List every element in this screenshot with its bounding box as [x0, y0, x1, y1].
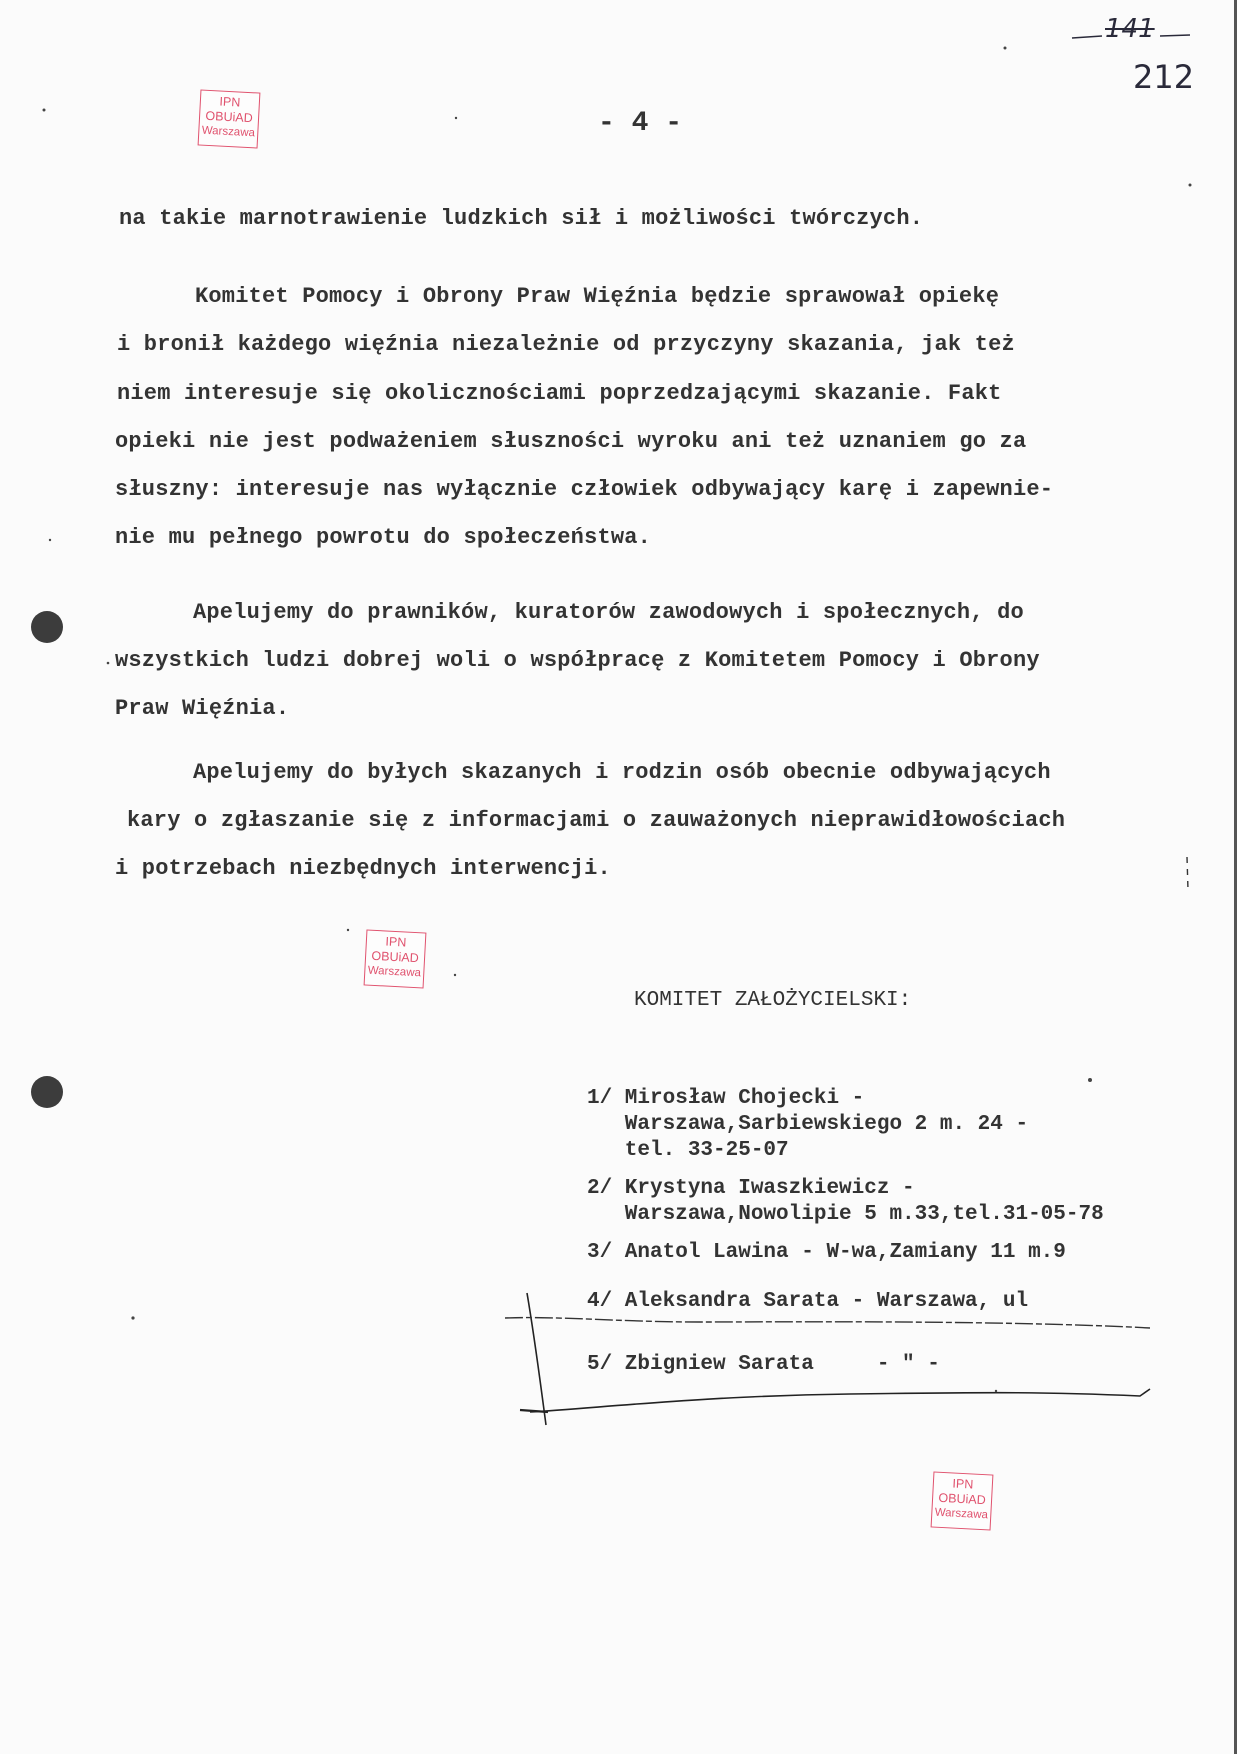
body-line: opieki nie jest podważeniem słuszności wyroku ani też uznaniem go za	[115, 429, 1027, 454]
body-line: i bronił każdego więźnia niezależnie od przyczyny skazania, jak też	[117, 332, 1015, 357]
body-line: słuszny: interesuje nas wyłącznie człowiek odbywający karę i zapewnie-	[115, 477, 1054, 502]
stamp-line: Warszawa	[367, 964, 422, 980]
member-2-line: Warszawa,Nowolipie 5 m.33,tel.31-05-78	[587, 1203, 1104, 1226]
stamp-line: IPN	[219, 94, 241, 110]
stamp-line: Warszawa	[201, 124, 256, 140]
stamp-line: OBUiAD	[938, 1490, 987, 1508]
stamp-line: Warszawa	[934, 1506, 989, 1522]
stamp-line: IPN	[952, 1476, 974, 1492]
body-line: Apelujemy do byłych skazanych i rodzin osób obecnie odbywających	[193, 760, 1051, 785]
member-1-line: tel. 33-25-07	[587, 1139, 789, 1162]
body-line: Praw Więźnia.	[115, 696, 290, 721]
member-3-line: 3/ Anatol Lawina - W-wa,Zamiany 11 m.9	[587, 1241, 1066, 1264]
body-line: niem interesuje się okolicznościami poprzedzającymi skazanie. Fakt	[117, 381, 1002, 406]
member-4-line: 4/ Aleksandra Sarata - Warszawa, ul	[587, 1290, 1029, 1313]
body-line: na takie marnotrawienie ludzkich sił i możliwości twórczych.	[119, 206, 924, 231]
body-line: Apelujemy do prawników, kuratorów zawodowych i społecznych, do	[193, 600, 1024, 625]
pen-tick-right	[1187, 857, 1188, 890]
stamp-line: OBUiAD	[371, 948, 420, 966]
pen-line-upper	[505, 1318, 1150, 1328]
body-line: nie mu pełnego powrotu do społeczeństwa.	[115, 525, 652, 550]
committee-heading: KOMITET ZAŁOŻYCIELSKI:	[634, 989, 912, 1012]
member-1-line: Warszawa,Sarbiewskiego 2 m. 24 -	[587, 1113, 1029, 1136]
pen-line-lower	[530, 1389, 1150, 1412]
member-1-line: 1/ Mirosław Chojecki -	[587, 1087, 865, 1110]
folio-text: 212	[1133, 58, 1195, 96]
folio-crossed-text: 141	[1105, 14, 1155, 44]
pen-corner-dash	[1072, 35, 1190, 38]
scan-specks	[43, 47, 1195, 1393]
body-line: Komitet Pomocy i Obrony Praw Więźnia będzie sprawował opiekę	[195, 284, 1000, 309]
page-number: - 4 -	[598, 108, 683, 139]
stamp-line: OBUiAD	[205, 108, 254, 126]
stamp-line: IPN	[385, 934, 407, 950]
member-5-line: 5/ Zbigniew Sarata - " -	[587, 1353, 940, 1376]
body-line: i potrzebach niezbędnych interwencji.	[115, 856, 611, 881]
member-2-line: 2/ Krystyna Iwaszkiewicz -	[587, 1177, 915, 1200]
pen-bracket-vertical	[527, 1293, 546, 1425]
body-line: wszystkich ludzi dobrej woli o współpracę z Komitetem Pomocy i Obrony	[115, 648, 1040, 673]
body-line: kary o zgłaszanie się z informacjami o zauważonych nieprawidłowościach	[127, 808, 1066, 833]
